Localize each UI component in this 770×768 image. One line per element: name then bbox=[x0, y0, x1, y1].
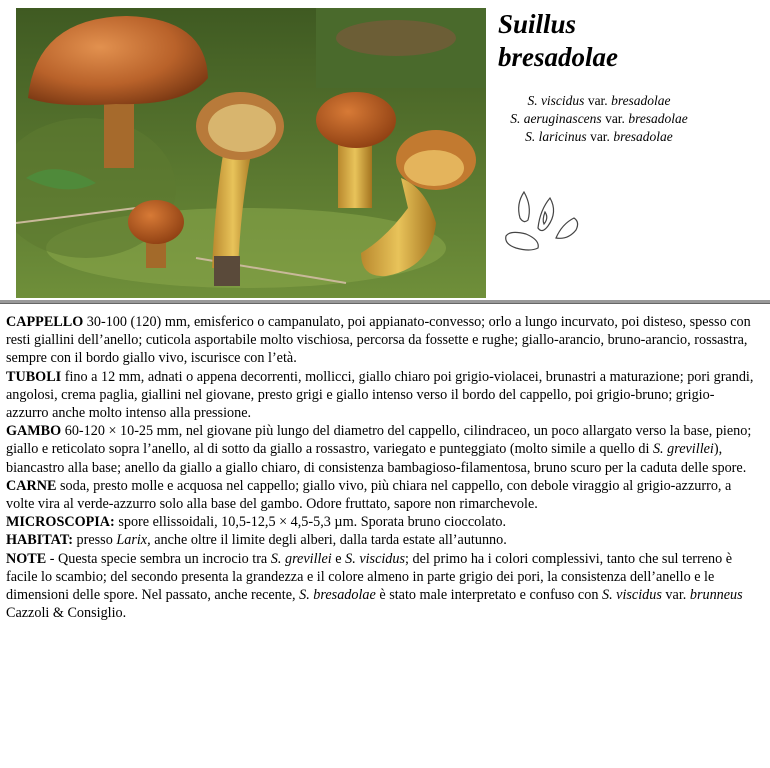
mushroom-illustration bbox=[16, 8, 486, 298]
section-text: ), biancastro alla base; anello da giallo a giallo chiaro, di consistenza bambagioso-filamentosa, bruno scuro per la caduta delle spore. bbox=[6, 441, 747, 476]
genus-name: Suillus bbox=[498, 9, 577, 39]
description-text bbox=[6, 313, 754, 622]
section-text: ; del primo ha i colori complessivi, tanto che sul terreno è facile lo scambio; del secondo presenta la grandezza e il colore almeno in parte grigio dei pori, la consistenza dell’anello e le dimensioni delle spore. Nel passato, anche recente, bbox=[6, 550, 733, 604]
section-label: NOTE bbox=[6, 550, 47, 567]
section-paragraph bbox=[6, 477, 754, 513]
species-epithet: bresadolae bbox=[498, 42, 618, 72]
section-divider bbox=[0, 300, 770, 304]
section-text: Cazzoli & Consiglio. bbox=[6, 605, 127, 622]
section-paragraph bbox=[6, 368, 754, 423]
synonym-item: S. viscidus var. bresadolae bbox=[527, 93, 671, 108]
section-label: GAMBO bbox=[6, 423, 62, 440]
section-text: spore ellissoidali, 10,5-12,5 × 4,5-5,3 µm. Sporata bruno cioccolato. bbox=[114, 514, 507, 531]
taxon-name: S. grevillei bbox=[652, 441, 714, 458]
section-paragraph bbox=[6, 313, 754, 368]
section-text: presso bbox=[73, 532, 117, 549]
synonym-item: S. laricinus var. bresadolae bbox=[525, 129, 673, 144]
section-paragraph bbox=[6, 550, 754, 623]
synonym-list bbox=[494, 92, 704, 146]
section-text: è stato male interpretato e confuso con bbox=[375, 587, 602, 604]
taxon-name: S. viscidus bbox=[601, 587, 662, 604]
species-title bbox=[498, 8, 618, 74]
synonym-item: S. aeruginascens var. bresadolae bbox=[510, 111, 688, 126]
taxon-name: S. grevillei bbox=[270, 550, 332, 567]
taxon-name: S. bresadolae bbox=[299, 587, 376, 604]
spore-outline-icon bbox=[502, 184, 582, 256]
section-text: 30-100 (120) mm, emisferico o campanulato, poi appianato-convesso; orlo a lungo incurvato, poi disteso, spesso con resti giallini dell’anello; cuticola asportabile molto vischiosa, percorsa da fossette e rughe; giallo-arancio, bruno-arancio, rossastra, sempre con il bordo giallo vivo, iscurisce con l’età. bbox=[6, 314, 751, 367]
section-text: var. bbox=[661, 587, 690, 604]
spore-drawing bbox=[502, 184, 582, 261]
section-paragraph bbox=[6, 422, 754, 477]
section-label: CAPPELLO bbox=[6, 314, 84, 330]
section-label: HABITAT: bbox=[6, 532, 73, 549]
section-text: - Questa specie sembra un incrocio tra bbox=[46, 550, 271, 567]
section-text: e bbox=[331, 550, 346, 567]
section-text: 60-120 × 10-25 mm, nel giovane più lungo del diametro del cappello, cilindraceo, un poco allargato verso la base, pieno; giallo e reticolato sopra l’anello, al di sotto da giallo a rossastro, variegato e punteggiato (molto simile a quello di bbox=[6, 423, 752, 458]
section-text: anche oltre il limite degli alberi, dalla tarda estate all’autunno. bbox=[150, 532, 507, 549]
section-label: CARNE bbox=[6, 477, 57, 494]
section-paragraph bbox=[6, 531, 754, 549]
section-text: soda, presto molle e acquosa nel cappello; giallo vivo, più chiara nel cappello, con debole viraggio al grigio-azzurro, a volte vira al verde-azzurro solo alla base del gambo. Odore fruttato, sapore non rimarchevole. bbox=[6, 477, 732, 513]
section-label: MICROSCOPIA: bbox=[6, 514, 115, 531]
section-paragraph bbox=[6, 513, 754, 531]
mushroom-photo bbox=[16, 8, 486, 298]
section-label: TUBOLI bbox=[6, 368, 62, 385]
taxon-name: Larix, bbox=[116, 532, 151, 549]
taxon-name: brunneus bbox=[689, 587, 743, 604]
section-text: fino a 12 mm, adnati o appena decorrenti, mollicci, giallo chiaro poi grigio-violacei, brunastri a maturazione; pori grandi, angolosi, crema paglia, giallini nel giovane, presto grigi e giallo intenso verso il bordo del cappello, poi grigio-bruno; grigio-azzurro anche molto intenso alla pressione. bbox=[6, 368, 754, 422]
taxon-name: S. viscidus bbox=[345, 550, 406, 567]
